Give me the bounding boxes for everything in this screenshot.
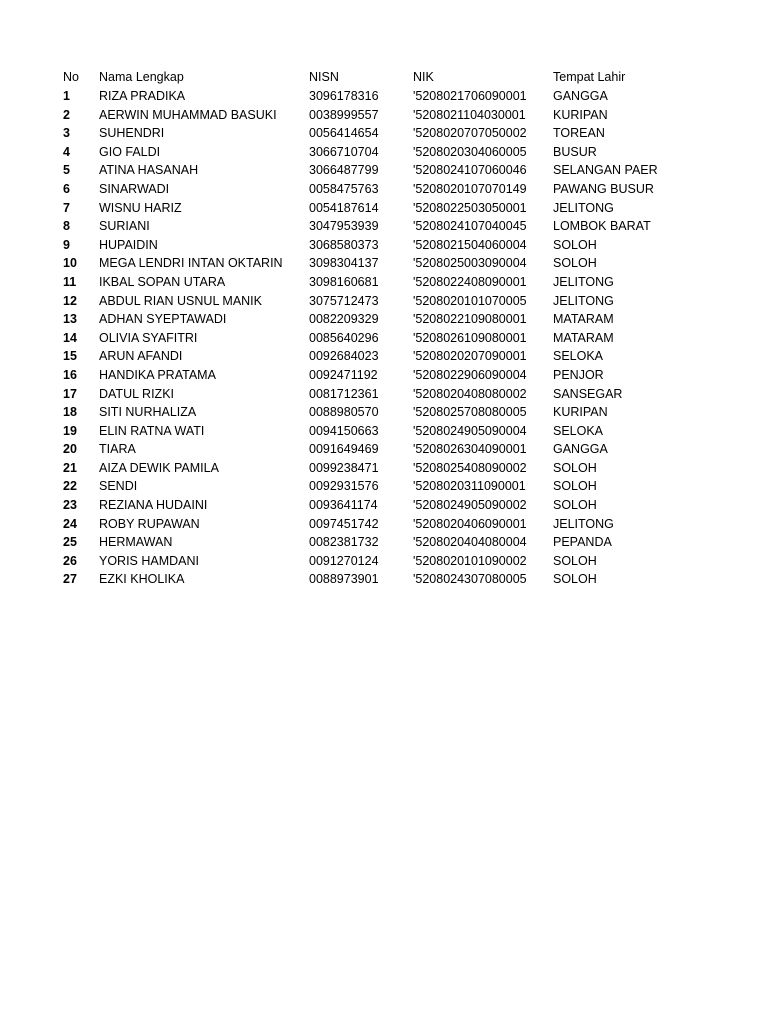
cell-nik: '5208020107070149: [413, 181, 527, 196]
cell-nama-lengkap: HERMAWAN: [99, 535, 173, 550]
cell-no: 22: [63, 479, 77, 494]
cell-nisn: 3066710704: [309, 144, 379, 159]
cell-no: 11: [63, 274, 77, 289]
cell-nisn: 3098160681: [309, 274, 379, 289]
cell-nama-lengkap: EZKI KHOLIKA: [99, 572, 185, 587]
table-row: [60, 533, 670, 552]
cell-tempat-lahir: SANSEGAR: [553, 386, 623, 401]
table-row: [60, 87, 670, 106]
table-row: [60, 459, 670, 478]
cell-nama-lengkap: SENDI: [99, 479, 138, 494]
table-row: [60, 292, 670, 311]
cell-nik: '5208022109080001: [413, 312, 527, 327]
cell-nisn: 0091270124: [309, 553, 379, 568]
cell-nisn: 0092684023: [309, 349, 379, 364]
cell-nik: '5208021104030001: [413, 107, 526, 122]
cell-tempat-lahir: PEPANDA: [553, 535, 612, 550]
cell-nama-lengkap: ATINA HASANAH: [99, 163, 199, 178]
cell-nik: '5208020101090002: [413, 553, 527, 568]
cell-nik: '5208022503050001: [413, 200, 527, 215]
cell-nama-lengkap: ROBY RUPAWAN: [99, 516, 200, 531]
cell-tempat-lahir: SELOKA: [553, 423, 604, 438]
cell-no: 17: [63, 386, 77, 401]
table-row: [60, 180, 670, 199]
cell-tempat-lahir: SOLOH: [553, 460, 597, 475]
student-table: [60, 67, 670, 589]
cell-nama-lengkap: ADHAN SYEPTAWADI: [99, 312, 227, 327]
cell-no: 3: [63, 126, 70, 141]
cell-tempat-lahir: SELOKA: [553, 349, 604, 364]
table-row: [60, 440, 670, 459]
cell-tempat-lahir: JELITONG: [553, 516, 614, 531]
cell-nisn: 3096178316: [309, 89, 379, 103]
cell-tempat-lahir: SOLOH: [553, 256, 597, 271]
cell-nik: '5208022408090001: [413, 274, 527, 289]
cell-no: 2: [63, 107, 70, 122]
table-row: [60, 254, 670, 273]
cell-no: 25: [63, 535, 77, 550]
cell-nama-lengkap: HANDIKA PRATAMA: [99, 367, 216, 382]
cell-nisn: 3066487799: [309, 163, 379, 178]
table-header: [60, 67, 670, 87]
cell-nisn: 3075712473: [309, 293, 379, 308]
cell-no: 14: [63, 330, 77, 345]
table-row: [60, 310, 670, 329]
cell-nama-lengkap: SINARWADI: [99, 181, 170, 196]
cell-nik: '5208020406090001: [413, 516, 527, 531]
cell-nisn: 0088980570: [309, 405, 379, 420]
cell-tempat-lahir: SOLOH: [553, 572, 597, 587]
cell-nama-lengkap: SITI NURHALIZA: [99, 405, 197, 420]
cell-no: 20: [63, 442, 77, 457]
cell-nik: '5208020408080002: [413, 386, 527, 401]
cell-tempat-lahir: KURIPAN: [553, 107, 608, 122]
cell-no: 12: [63, 293, 77, 308]
cell-nisn: 3098304137: [309, 256, 379, 271]
cell-tempat-lahir: GANGGA: [553, 442, 608, 457]
cell-tempat-lahir: JELITONG: [553, 200, 614, 215]
cell-nisn: 0092931576: [309, 479, 379, 494]
cell-tempat-lahir: SOLOH: [553, 237, 597, 252]
table-row: [60, 236, 670, 255]
cell-no: 21: [63, 460, 77, 475]
cell-no: 27: [63, 572, 77, 587]
cell-no: 5: [63, 163, 70, 178]
cell-nik: '5208024107040045: [413, 219, 527, 234]
cell-no: 6: [63, 181, 70, 196]
table-row: [60, 124, 670, 143]
cell-nik: '5208020707050002: [413, 126, 527, 141]
cell-nisn: 0085640296: [309, 330, 379, 345]
cell-nik: '5208020311090001: [413, 479, 526, 494]
cell-no: 10: [63, 256, 77, 271]
table-row: [60, 347, 670, 366]
table-row: [60, 552, 670, 571]
cell-tempat-lahir: GANGGA: [553, 89, 608, 103]
table-row: [60, 143, 670, 162]
cell-tempat-lahir: LOMBOK BARAT: [553, 219, 651, 234]
cell-nisn: 0054187614: [309, 200, 379, 215]
cell-nama-lengkap: ARUN AFANDI: [99, 349, 183, 364]
cell-nisn: 0058475763: [309, 181, 379, 196]
cell-nik: '5208024905090002: [413, 498, 527, 513]
cell-nama-lengkap: AERWIN MUHAMMAD BASUKI: [99, 107, 277, 122]
cell-nisn: 0099238471: [309, 460, 379, 475]
cell-nisn: 0088973901: [309, 572, 379, 587]
cell-nik: '5208026304090001: [413, 442, 527, 457]
cell-no: 15: [63, 349, 77, 364]
cell-nisn: 0056414654: [309, 126, 379, 141]
cell-nama-lengkap: SUHENDRI: [99, 126, 165, 141]
cell-nik: '5208020207090001: [413, 349, 527, 364]
cell-nama-lengkap: GIO FALDI: [99, 144, 161, 159]
cell-no: 4: [63, 144, 70, 159]
cell-nik: '5208020101070005: [413, 293, 527, 308]
cell-tempat-lahir: JELITONG: [553, 293, 614, 308]
cell-nisn: 0097451742: [309, 516, 379, 531]
cell-nik: '5208026109080001: [413, 330, 527, 345]
cell-no: 1: [63, 89, 70, 103]
cell-tempat-lahir: SOLOH: [553, 479, 597, 494]
cell-nama-lengkap: AIZA DEWIK PAMILA: [99, 460, 219, 475]
table-row: [60, 477, 670, 496]
cell-nama-lengkap: MEGA LENDRI INTAN OKTARIN: [99, 256, 283, 271]
cell-tempat-lahir: MATARAM: [553, 312, 614, 327]
header-nama-lengkap: Nama Lengkap: [99, 69, 184, 84]
cell-nisn: 0038999557: [309, 107, 379, 122]
cell-nik: '5208021504060004: [413, 237, 527, 252]
cell-nama-lengkap: YORIS HAMDANI: [99, 553, 200, 568]
table-row: [60, 496, 670, 515]
cell-tempat-lahir: PENJOR: [553, 367, 604, 382]
table-body: [60, 87, 670, 589]
table-row: [60, 161, 670, 180]
table-row: [60, 329, 670, 348]
cell-nisn: 3068580373: [309, 237, 379, 252]
cell-nama-lengkap: RIZA PRADIKA: [99, 89, 186, 103]
cell-nama-lengkap: SURIANI: [99, 219, 150, 234]
cell-tempat-lahir: PAWANG BUSUR: [553, 181, 654, 196]
cell-no: 24: [63, 516, 77, 531]
table-row: [60, 106, 670, 125]
header-no: No: [63, 69, 79, 84]
cell-tempat-lahir: KURIPAN: [553, 405, 608, 420]
cell-nama-lengkap: ABDUL RIAN USNUL MANIK: [99, 293, 262, 308]
cell-nama-lengkap: DATUL RIZKI: [99, 386, 175, 401]
cell-nik: '5208024107060046: [413, 163, 527, 178]
cell-nisn: 0082209329: [309, 312, 379, 327]
cell-tempat-lahir: TOREAN: [553, 126, 605, 141]
header-tempat-lahir: Tempat Lahir: [553, 69, 626, 84]
cell-no: 7: [63, 200, 70, 215]
header-nik: NIK: [413, 69, 434, 84]
cell-nisn: 0094150663: [309, 423, 379, 438]
cell-tempat-lahir: MATARAM: [553, 330, 614, 345]
table-row: [60, 273, 670, 292]
cell-nisn: 0082381732: [309, 535, 379, 550]
cell-nisn: 0092471192: [309, 367, 378, 382]
cell-nik: '5208020404080004: [413, 535, 527, 550]
cell-nik: '5208024307080005: [413, 572, 527, 587]
cell-no: 26: [63, 553, 77, 568]
table-row: [60, 515, 670, 534]
cell-nik: '5208020304060005: [413, 144, 527, 159]
cell-nik: '5208025708080005: [413, 405, 527, 420]
cell-no: 19: [63, 423, 77, 438]
cell-tempat-lahir: JELITONG: [553, 274, 614, 289]
cell-nama-lengkap: OLIVIA SYAFITRI: [99, 330, 198, 345]
table-row: [60, 199, 670, 218]
cell-nik: '5208025408090002: [413, 460, 527, 475]
cell-nisn: 0081712361: [309, 386, 379, 401]
header-row: [60, 67, 670, 87]
cell-nama-lengkap: IKBAL SOPAN UTARA: [99, 274, 226, 289]
cell-nik: '5208024905090004: [413, 423, 527, 438]
cell-no: 18: [63, 405, 77, 420]
table-row: [60, 570, 670, 589]
cell-nama-lengkap: ELIN RATNA WATI: [99, 423, 205, 438]
cell-nik: '5208025003090004: [413, 256, 527, 271]
table-row: [60, 366, 670, 385]
cell-no: 8: [63, 219, 70, 234]
cell-no: 9: [63, 237, 70, 252]
cell-nama-lengkap: REZIANA HUDAINI: [99, 498, 208, 513]
cell-tempat-lahir: SOLOH: [553, 553, 597, 568]
table-row: [60, 422, 670, 441]
cell-no: 16: [63, 367, 77, 382]
cell-tempat-lahir: SELANGAN PAER: [553, 163, 658, 178]
cell-nik: '5208021706090001: [413, 89, 527, 103]
cell-nama-lengkap: TIARA: [99, 442, 136, 457]
cell-tempat-lahir: SOLOH: [553, 498, 597, 513]
cell-nama-lengkap: HUPAIDIN: [99, 237, 158, 252]
cell-no: 23: [63, 498, 77, 513]
cell-nisn: 0093641174: [309, 498, 378, 513]
cell-nisn: 3047953939: [309, 219, 379, 234]
cell-nik: '5208022906090004: [413, 367, 527, 382]
cell-tempat-lahir: BUSUR: [553, 144, 597, 159]
table-row: [60, 385, 670, 404]
table-row: [60, 403, 670, 422]
cell-nisn: 0091649469: [309, 442, 379, 457]
cell-nama-lengkap: WISNU HARIZ: [99, 200, 182, 215]
cell-no: 13: [63, 312, 77, 327]
table-row: [60, 217, 670, 236]
header-nisn: NISN: [309, 69, 339, 84]
